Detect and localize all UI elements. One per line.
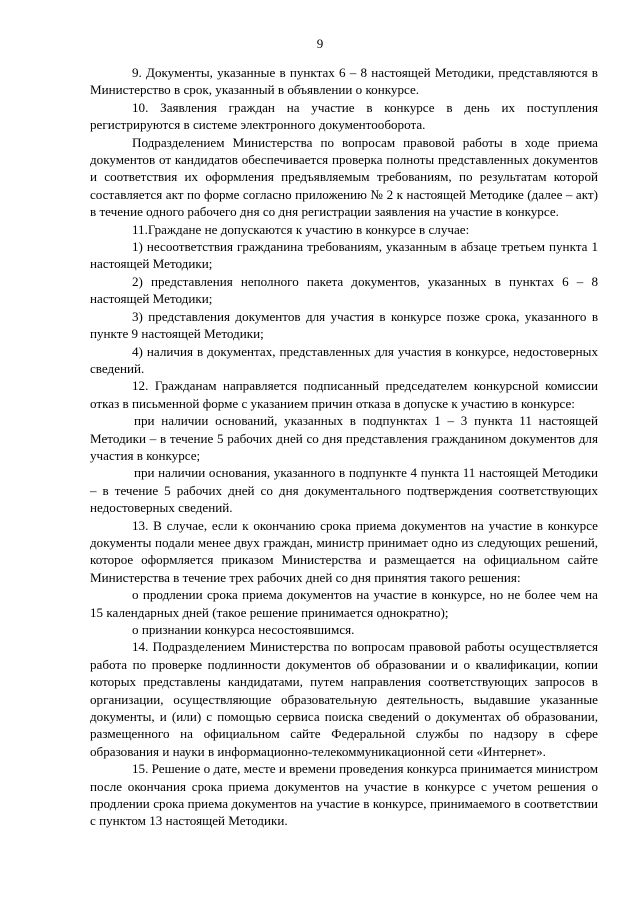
paragraph-11-item-2: 2) представления неполного пакета документов, указанных в пунктах 6 – 8 настоящей Методики; <box>90 273 598 307</box>
paragraph-11-item-4: 4) наличия в документах, представленных для участия в конкурсе, недостоверных сведений. <box>90 343 598 376</box>
paragraph-13-option-1: о продлении срока приема документов на участие в конкурсе, но не более чем на 15 календарных дней (такое решение принимается однократно); <box>90 587 598 620</box>
paragraph-11-item-3: 3) представления документов для участия в конкурсе позже срока, указанного в пункте 9 настоящей Методики; <box>90 308 598 342</box>
paragraph-10: 10. Заявления граждан на участие в конкурсе в день их поступления регистрируются в системе электронного документооборота. <box>90 99 598 133</box>
paragraph-12-case-1: при наличии оснований, указанных в подпунктах 1 – 3 пункта 11 настоящей Методики – в течение 5 рабочих дней со дня представления гражданином документов для участия в конкурсе; <box>90 413 598 463</box>
page-number: 9 <box>316 36 324 51</box>
paragraph-11-item-1: 1) несоответствия гражданина требованиям, указанным в абзаце третьем пункта 1 настоящей Методики; <box>90 239 598 272</box>
paragraph-14: 14. Подразделением Министерства по вопросам правовой работы осуществляется работа по проверке подлинности документов об образовании и о квалификации, копии которых представлены кандидатами, путем направления соответствующих запросов в организации, осуществляющие образовательную деятельность, выдавшие указанные документы, и (или) с помощью сервиса поиска сведений о документах об образовании, размещенного на официальном сайте Федеральной службы по надзору в сфере образования и науки в информационно-телекоммуникационной сети «Интернет». <box>90 639 598 759</box>
paragraph-12: 12. Гражданам направляется подписанный председателем конкурсной комиссии отказ в письменной форме с указанием причин отказа в допуске к участию в конкурсе: <box>90 378 598 411</box>
paragraph-15: 15. Решение о дате, месте и времени проведения конкурса принимается министром после окончания срока приема документов на участие в конкурсе с учетом решения о продлении срока приема документов на участие в конкурсе, принимаемого в соответствии с пунктом 13 настоящей Методики. <box>90 761 598 829</box>
paragraph-9: 9. Документы, указанные в пунктах 6 – 8 настоящей Методики, представляются в Министерство в срок, указанный в объявлении о конкурсе. <box>90 65 598 98</box>
document-body <box>90 64 598 830</box>
paragraph-12-case-2: при наличии основания, указанного в подпункте 4 пункта 11 настоящей Методики – в течение 5 рабочих дней со дня документального подтверждения соответствующих недостоверных сведений. <box>90 465 598 516</box>
paragraph-11: 11.Граждане не допускаются к участию в конкурсе в случае: <box>132 221 470 237</box>
paragraph-13: 13. В случае, если к окончанию срока приема документов на участие в конкурсе документы подали менее двух граждан, министр принимает одно из следующих решений, которое оформляется приказом Министерства и размещается на официальном сайте Министерства в течение трех рабочих дней со дня принятия такого решения: <box>90 517 598 585</box>
paragraph-13-option-2: о признании конкурса несостоявшимся. <box>132 622 355 637</box>
paragraph-10-legal-check: Подразделением Министерства по вопросам правовой работы в ходе приема документов от кандидатов обеспечивается проверка полноты представленных документов и соответствия их оформления предъявляемым требованиям, по результатам которой составляется акт по форме согласно приложению № 2 к настоящей Методике (далее – акт) в течение одного рабочего дня со дня регистрации заявления на участие в конкурсе. <box>90 134 598 220</box>
